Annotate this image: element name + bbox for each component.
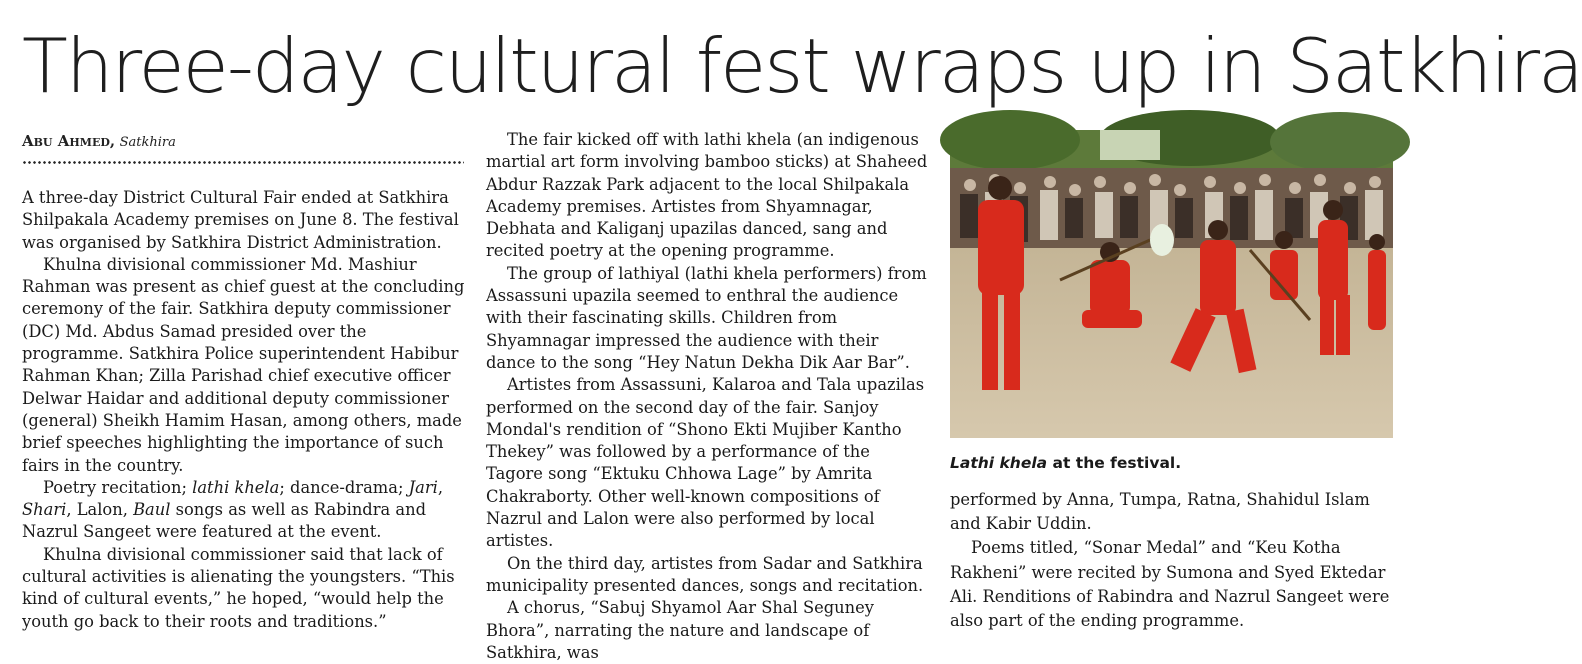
text-run: Poetry recitation;: [43, 477, 193, 497]
dotted-divider: [22, 158, 464, 168]
text-run: Khulna divisional commissioner Md. Mashiur Rahman was present as chief guest at the concluding ceremony of the fair. Satkhira deputy commissioner (DC) Md. Abdus Samad presided over the programme. Satkhira Police superintendent Habibur Rahman Khan; Zilla Parishad chief executive officer Delwar Haidar and additional deputy commissioner (general) Sheikh Hamim Hasan, among others, made brief speeches highlighting the importance of such fairs in the country.: [22, 254, 465, 475]
italic-term: lathi khela: [192, 477, 280, 497]
paragraph: [22, 477, 468, 544]
article-column-3: [950, 488, 1396, 633]
paragraph: [22, 187, 468, 254]
italic-term: Jari: [408, 477, 438, 497]
byline-place: Satkhira: [119, 135, 176, 150]
article-headline: Three-day cultural fest wraps up in Satkhira: [22, 22, 1582, 110]
paragraph: The fair kicked off with lathi khela (an indigenous martial art form involving bamboo sticks) at Shaheed Abdur Razzak Park adjacent to the local Shilpakala Academy premises. Artistes from Shyamnagar, Debhata and Kaliganj upazilas danced, sang and recited poetry at the opening programme.: [486, 130, 928, 261]
festival-photo: [950, 130, 1393, 438]
paragraph: [22, 254, 468, 477]
byline: [22, 131, 176, 153]
caption-italic: Lathi khela: [950, 454, 1048, 472]
italic-term: Baul: [133, 500, 171, 520]
paragraph: Poems titled, “Sonar Medal” and “Keu Kotha Rakheni” were recited by Sumona and Syed Ektedar Ali. Renditions of Rabindra and Nazrul Sangeet were also part of the ending programme.: [950, 538, 1390, 631]
paragraph: performed by Anna, Tumpa, Ratna, Shahidul Islam and Kabir Uddin.: [950, 490, 1370, 534]
article-column-1: [22, 187, 468, 633]
paragraph: The group of lathiyal (lathi khela performers) from Assassuni upazila seemed to enthral the audience with their fascinating skills. Children from Shyamnagar impressed the audience with their dance to the song “Hey Natun Dekha Dik Aar Bar”.: [486, 263, 927, 372]
paragraph: Artistes from Assassuni, Kalaroa and Tala upazilas performed on the second day of the fair. Sanjoy Mondal's rendition of “Shono Ekti Mujiber Kantho Thekey” was followed by a performance of the Tagore song “Ektuku Chhowa Lage” by Amrita Chakraborty. Other well-known compositions of Nazrul and Lalon were also performed by local artistes.: [486, 375, 925, 551]
photo-caption: [950, 454, 1181, 472]
italic-term: Shari: [22, 500, 67, 520]
byline-author: Abu Ahmed,: [22, 132, 116, 150]
paragraph: On the third day, artistes from Sadar and Satkhira municipality presented dances, songs and recitation.: [486, 553, 924, 595]
text-run: ,: [437, 477, 444, 497]
text-run: ; dance-drama;: [279, 477, 409, 497]
text-run: , Lalon,: [66, 500, 134, 520]
paragraph: A chorus, “Sabuj Shyamol Aar Shal Seguney Bhora”, narrating the nature and landscape of Satkhira, was: [486, 598, 874, 662]
text-run: Khulna divisional commissioner said that lack of cultural activities is alienating the youngsters. “This kind of cultural events,” he hoped, “would help the youth go back to their roots and traditions.”: [22, 544, 455, 631]
article-column-2: [486, 129, 932, 664]
text-run: A three-day District Cultural Fair ended at Satkhira Shilpakala Academy premises on June 8. The festival was organised by Satkhira District Administration.: [22, 188, 459, 252]
caption-text: at the festival.: [1047, 454, 1182, 472]
paragraph: [22, 544, 468, 633]
text-run: songs as well as Rabindra and Nazrul Sangeet were featured at the event.: [22, 500, 427, 542]
